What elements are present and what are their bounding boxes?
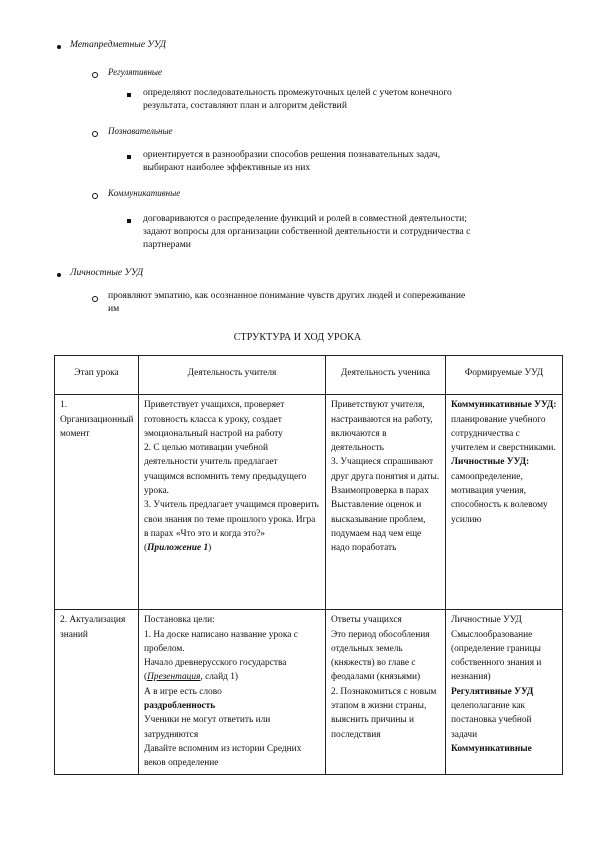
bullet-square-icon xyxy=(127,219,131,223)
table-row xyxy=(55,395,563,610)
bullet-circle-icon xyxy=(92,193,98,199)
regulative-label: Регулятивные xyxy=(108,67,162,77)
bullet-circle-icon xyxy=(92,296,98,302)
header-stage: Этап урока xyxy=(55,356,139,395)
personal-item: проявляют эмпатию, как осознанное понимание чувств других людей и сопереживание им xyxy=(108,290,466,314)
stage-cell: 2. Актуализация знаний xyxy=(55,610,139,774)
bullet-disc-icon xyxy=(57,273,61,277)
bullet-circle-icon xyxy=(92,72,98,78)
communicative-item: договариваются о распределение функций и ролей в совместной деятельности; задают вопросы для организации собственной деятельности и сотрудничества с партнерами xyxy=(143,213,471,250)
teacher-cell: Постановка цели: 1. На доске написано название урока с пробелом. Начало древнерусского государства (Презентация, слайд 1) А в игре есть слово раздробленность Ученики не могут ответить или затрудняются Давайте вспомним из истории Средних веков определение xyxy=(139,610,326,774)
bullet-circle-icon xyxy=(92,131,98,137)
uud-cell: Коммуникативные УУД: планирование учебного сотрудничества с учителем и сверстниками. Личностные УУД: самоопределение, мотивация учения, способность к волевому усилию xyxy=(446,395,563,610)
section-title: СТРУКТУРА И ХОД УРОКА xyxy=(233,332,362,343)
regulative-item: определяют последовательность промежуточных целей с учетом конечного результата, составляют план и алгоритм действий xyxy=(143,87,452,111)
lesson-structure-table xyxy=(54,355,563,775)
student-cell: Приветствуют учителя, настраиваются на работу, включаются в деятельность 3. Учащиеся спрашивают друг друга понятия и даты. Взаимопроверка в парах Выставление оценок и высказывание проблем, подумаем над чем еще надо поработать xyxy=(326,395,446,610)
student-cell: Ответы учащихся Это период обособления отдельных земель (княжеств) во главе с феодалами (князьями) 2. Познакомиться с новым этапом в жизни страны, выяснить причины и последствия xyxy=(326,610,446,774)
meta-uud-label: Метапредметные УУД xyxy=(70,39,167,50)
communicative-label: Коммуникативные xyxy=(108,188,181,198)
bullet-square-icon xyxy=(127,93,131,97)
header-uud: Формируемые УУД xyxy=(446,356,563,395)
table-row xyxy=(55,610,563,774)
header-teacher: Деятельность учителя xyxy=(139,356,326,395)
cognitive-item: ориентируется в разнообразии способов решения познавательных задач, выбирают наиболее эффективные из них xyxy=(143,149,441,173)
uud-cell: Личностные УУД Смыслообразование (определение границы собственного знания и незнания) Регулятивные УУД целеполагание как постановка учебной задачи Коммуникативные xyxy=(446,610,563,774)
table-header-row xyxy=(55,356,563,395)
teacher-cell: Приветствует учащихся, проверяет готовность класса к уроку, создает эмоциональный настрой на работу 2. С целью мотивации учебной деятельности учитель предлагает учащимся вспомнить тему предыдущего урока. 3. Учитель предлагает учащимся проверить свои знания по теме прошлого урока. Игра в парах «Что это и когда это?» (Приложение 1) xyxy=(139,395,326,610)
bullet-square-icon xyxy=(127,155,131,159)
stage-cell: 1. Организационный момент xyxy=(55,395,139,610)
bullet-disc-icon xyxy=(57,45,61,49)
header-student: Деятельность ученика xyxy=(326,356,446,395)
cognitive-label: Познавательные xyxy=(108,126,173,136)
personal-uud-label: Личностные УУД xyxy=(70,267,144,278)
